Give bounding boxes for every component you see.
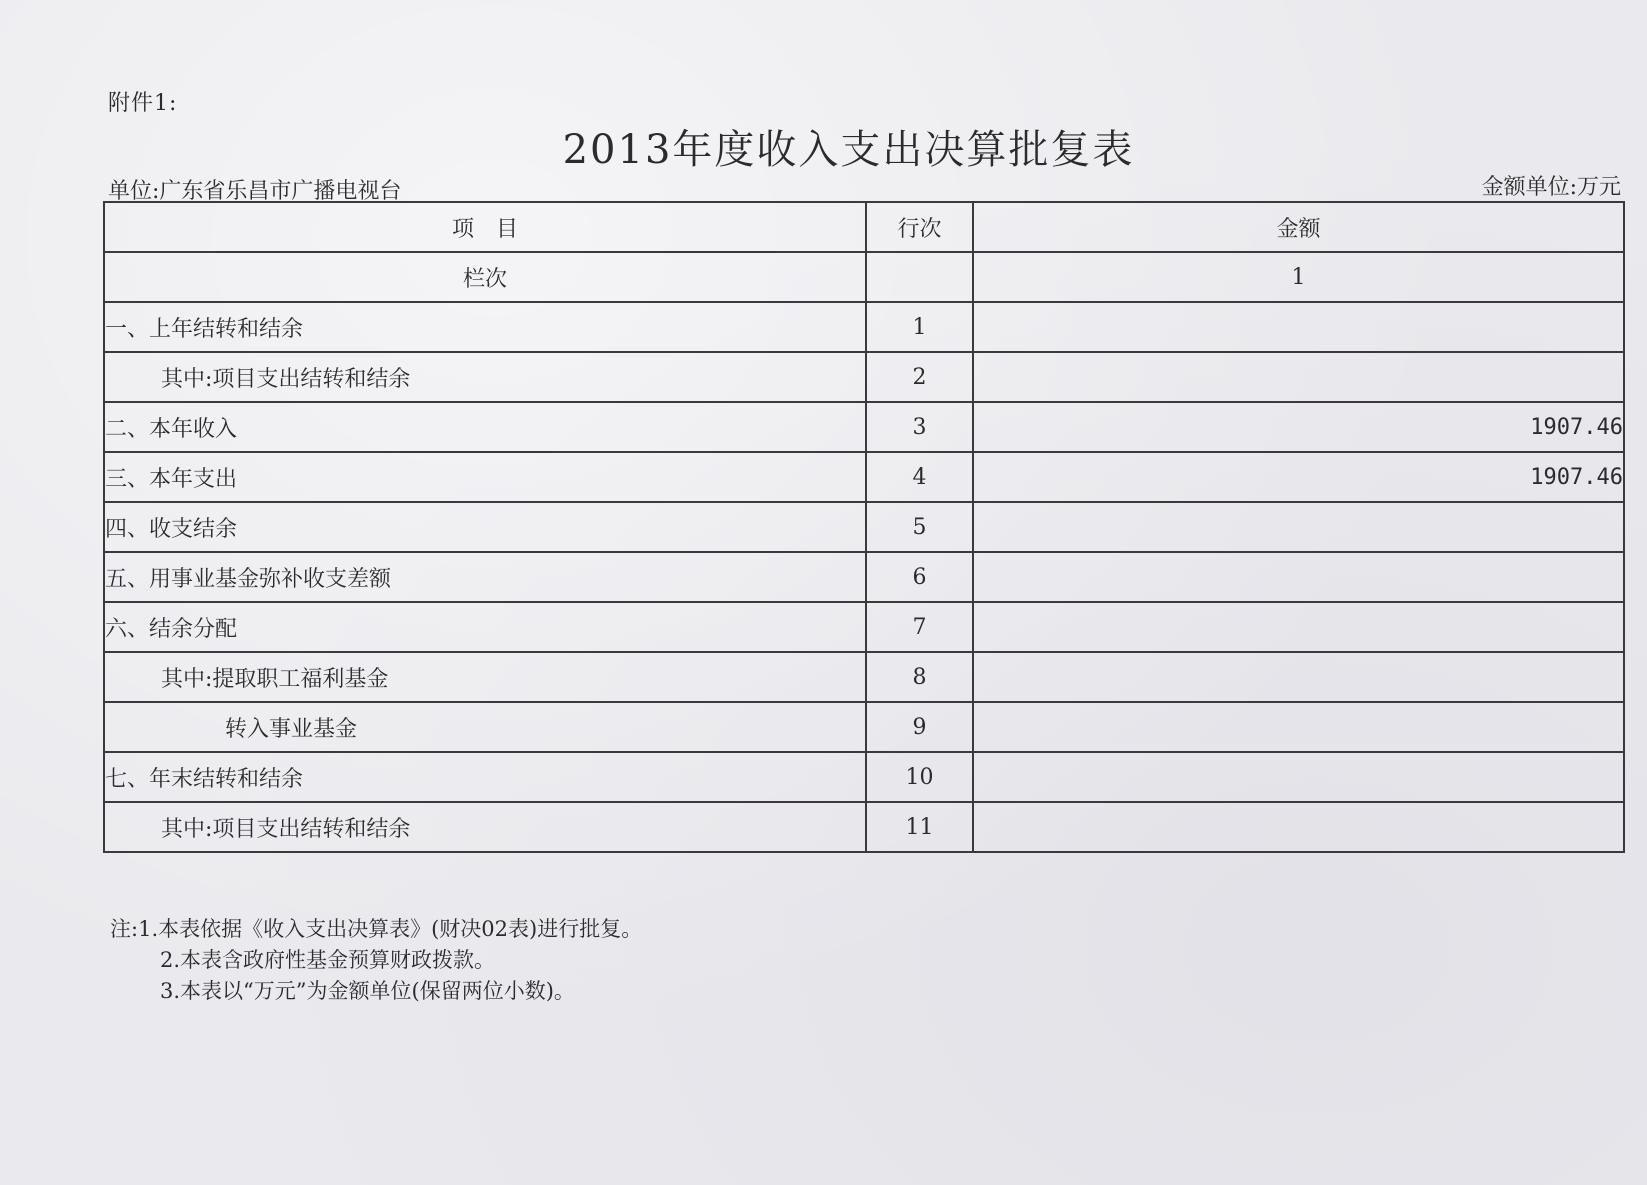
note-item: 3.本表以“万元”为金额单位(保留两位小数)。 xyxy=(160,979,575,1003)
column-index-row xyxy=(104,252,1624,302)
row-line-no: 1 xyxy=(866,302,973,352)
header-amount: 金额 xyxy=(973,202,1624,252)
table-row xyxy=(104,352,1624,402)
table-row xyxy=(104,652,1624,702)
notes xyxy=(110,914,642,1007)
note-item: 2.本表含政府性基金预算财政拨款。 xyxy=(160,948,496,972)
row-amount xyxy=(973,302,1624,352)
table-row xyxy=(104,602,1624,652)
row-line-no: 9 xyxy=(866,702,973,752)
row-item: 二、本年收入 xyxy=(104,402,866,452)
row-line-no: 6 xyxy=(866,552,973,602)
table-header-row xyxy=(104,202,1624,252)
row-amount xyxy=(973,602,1624,652)
header-line-no: 行次 xyxy=(866,202,973,252)
table-row xyxy=(104,802,1624,852)
row-item: 五、用事业基金弥补收支差额 xyxy=(104,552,866,602)
row-item: 其中:项目支出结转和结余 xyxy=(104,352,866,402)
table-row xyxy=(104,552,1624,602)
note-item: 1.本表依据《收入支出决算表》(财决02表)进行批复。 xyxy=(138,917,643,941)
table-row xyxy=(104,452,1624,502)
row-item: 三、本年支出 xyxy=(104,452,866,502)
row-amount xyxy=(973,802,1624,852)
amount-unit-label: 金额单位:万元 xyxy=(1481,175,1621,200)
row-item: 六、结余分配 xyxy=(104,602,866,652)
document-title: 2013年度收入支出决算批复表 xyxy=(562,127,1135,173)
column-index-amount: 1 xyxy=(973,252,1624,302)
row-amount xyxy=(973,652,1624,702)
row-amount: 1907.46 xyxy=(973,452,1624,502)
row-line-no: 10 xyxy=(866,752,973,802)
table-row xyxy=(104,502,1624,552)
row-amount xyxy=(973,352,1624,402)
table-row xyxy=(104,702,1624,752)
row-line-no: 11 xyxy=(866,802,973,852)
table-row xyxy=(104,302,1624,352)
attachment-label: 附件1: xyxy=(108,91,178,116)
notes-prefix: 注: xyxy=(110,917,139,941)
row-amount xyxy=(973,702,1624,752)
row-line-no: 4 xyxy=(866,452,973,502)
column-index-line-no xyxy=(866,252,973,302)
table-row xyxy=(104,752,1624,802)
row-amount xyxy=(973,752,1624,802)
row-line-no: 3 xyxy=(866,402,973,452)
column-index-item: 栏次 xyxy=(104,252,866,302)
row-item: 一、上年结转和结余 xyxy=(104,302,866,352)
header-item: 项 目 xyxy=(104,202,866,252)
row-amount xyxy=(973,552,1624,602)
table-row xyxy=(104,402,1624,452)
row-item: 四、收支结余 xyxy=(104,502,866,552)
unit-label: 单位:广东省乐昌市广播电视台 xyxy=(108,179,402,204)
row-line-no: 8 xyxy=(866,652,973,702)
row-item: 其中:项目支出结转和结余 xyxy=(104,802,866,852)
row-line-no: 2 xyxy=(866,352,973,402)
row-amount: 1907.46 xyxy=(973,402,1624,452)
row-line-no: 5 xyxy=(866,502,973,552)
row-item: 七、年末结转和结余 xyxy=(104,752,866,802)
row-item: 其中:提取职工福利基金 xyxy=(104,652,866,702)
row-item: 转入事业基金 xyxy=(104,702,866,752)
row-amount xyxy=(973,502,1624,552)
row-line-no: 7 xyxy=(866,602,973,652)
settlement-table xyxy=(103,201,1625,853)
